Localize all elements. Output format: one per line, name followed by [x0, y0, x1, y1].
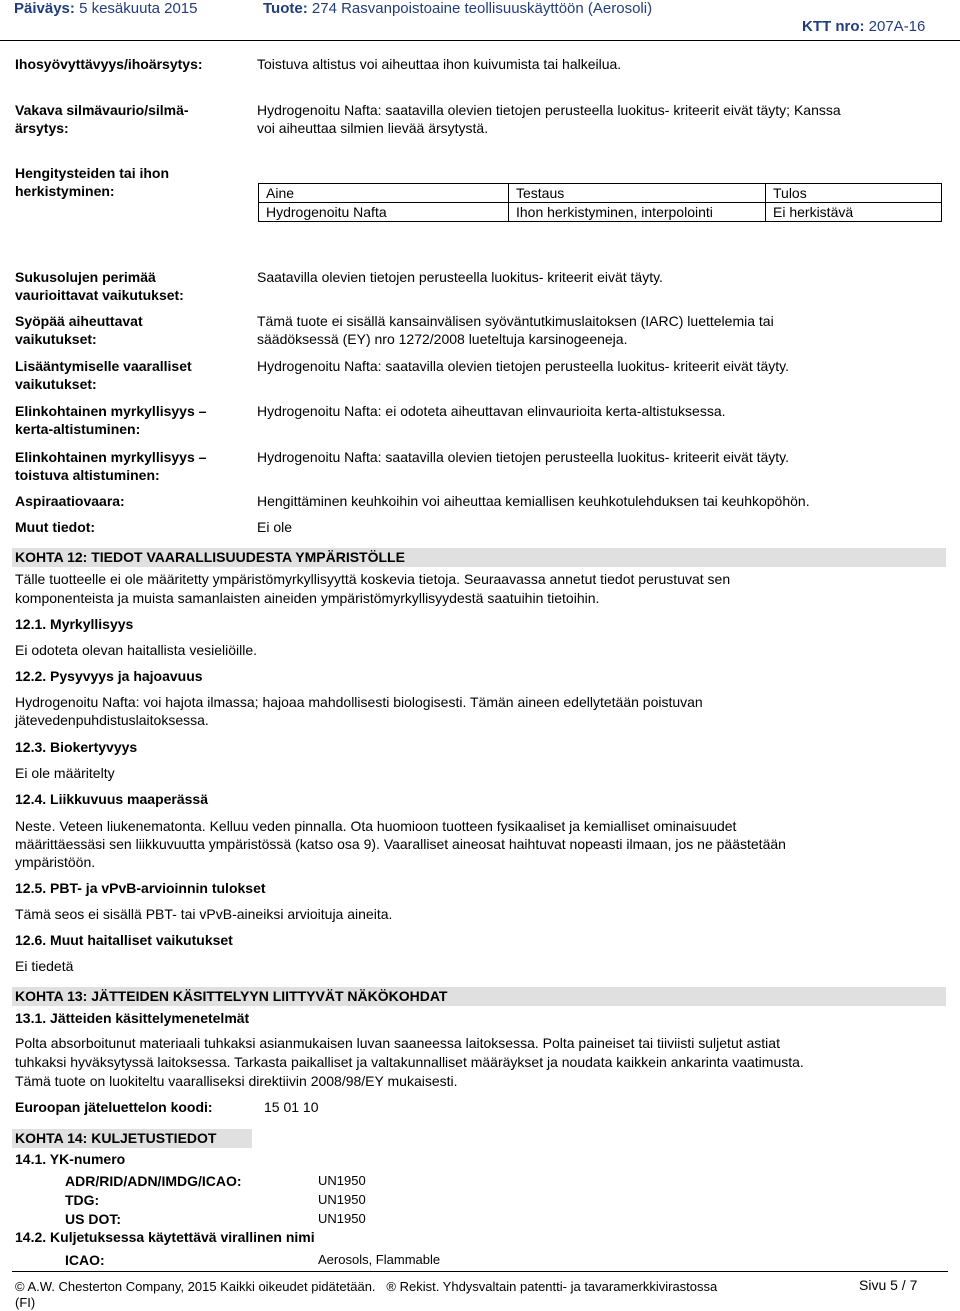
tdg-value: UN1950 — [318, 1192, 366, 1207]
carcinogenicity-label-2: vaikutukset: — [15, 331, 97, 347]
germ-cell-label-2: vaurioittavat vaikutukset: — [15, 287, 184, 303]
other-info-value: Ei ole — [257, 519, 293, 535]
skin-irritation-value: Toistuva altistus voi aiheuttaa ihon kuivumista tai halkeilua. — [257, 56, 622, 72]
eye-damage-label-1: Vakava silmävaurio/silmä- — [15, 102, 189, 118]
section-14-title: KOHTA 14: KULJETUSTIEDOT — [12, 1129, 252, 1148]
mobility-text-3: ympäristöön. — [15, 854, 96, 870]
ewc-label: Euroopan jäteluettelon koodi: — [15, 1099, 213, 1115]
date-label: Päiväys: — [14, 0, 75, 17]
sensitization-label-1: Hengitysteiden tai ihon — [15, 165, 170, 181]
copyright-text: © A.W. Chesterton Company, 2015 Kaikki oikeudet pidätetään. ® Rekist. Yhdysvaltain patentti- ja tavaramerkkivirastossa — [15, 1279, 718, 1294]
other-effects-heading: 12.6. Muut haitalliset vaikutukset — [15, 932, 233, 948]
mobility-text-1: Neste. Veteen liukenematonta. Kelluu veden pinnalla. Ota huomioon tuotteen fysikaaliset ja kemialliset ominaisuudet — [15, 818, 737, 834]
ktt-field — [802, 18, 925, 35]
usdot-value: UN1950 — [318, 1211, 366, 1226]
persistence-text-2: jätevedenpuhdistuslaitoksessa. — [15, 712, 209, 728]
tdg-label: TDG: — [65, 1192, 100, 1208]
pbt-heading: 12.5. PBT- ja vPvB-arvioinnin tulokset — [15, 880, 266, 896]
adr-label: ADR/RID/ADN/IMDG/ICAO: — [65, 1173, 242, 1189]
germ-cell-value: Saatavilla olevien tietojen perusteella luokitus- kriteerit eivät täyty. — [257, 269, 663, 285]
aspiration-label: Aspiraatiovaara: — [15, 493, 125, 509]
adr-value: UN1950 — [318, 1173, 366, 1188]
toxicity-text: Ei odoteta olevan haitallista vesieliöille. — [15, 642, 258, 658]
page-number: Sivu 5 / 7 — [859, 1277, 918, 1293]
table-cell: Ihon herkistyminen, interpolointi — [509, 203, 766, 222]
section-13-title: KOHTA 13: JÄTTEIDEN KÄSITTELYYN LIITTYVÄT NÄKÖKOHDAT — [12, 987, 946, 1006]
eye-damage-label-2: ärsytys: — [15, 120, 69, 136]
carcinogenicity-value-2: säädöksessä (EY) nro 1272/2008 lueteltuja karsinogeeneja. — [257, 331, 628, 347]
date-field — [14, 0, 198, 17]
table-row — [259, 203, 942, 222]
waste-methods-text-1: Polta absorboitunut materiaali tuhkaksi asianmukaisen luvan saaneessa laitoksessa. Polta paineiset tai tiiviisti suljetut astiat — [15, 1035, 780, 1051]
carcinogenicity-value-1: Tämä tuote ei sisällä kansainvälisen syöväntutkimuslaitoksen (IARC) luettelemia tai — [257, 313, 774, 329]
icao-value: Aerosols, Flammable — [318, 1252, 441, 1267]
product-field — [263, 0, 652, 17]
toxicity-heading: 12.1. Myrkyllisyys — [15, 616, 134, 632]
stot-single-label-2: kerta-altistuminen: — [15, 421, 141, 437]
stot-single-value: Hydrogenoitu Nafta: ei odoteta aiheuttavan elinvaurioita kerta-altistuksessa. — [257, 403, 726, 419]
stot-repeated-label-2: toistuva altistuminen: — [15, 467, 160, 483]
waste-methods-text-3: Tämä tuote on luokiteltu vaaralliseksi direktiivin 2008/98/EY mukaisesti. — [15, 1073, 458, 1089]
section-12-intro-1: Tälle tuotteelle ei ole määritetty ympäristömyrkyllisyyttä koskevia tietoja. Seuraavassa annetut tiedot perustuvat sen — [15, 571, 731, 587]
usdot-label: US DOT: — [65, 1211, 121, 1227]
reproductive-label-1: Lisääntymiselle vaaralliset — [15, 358, 192, 374]
icao-label: ICAO: — [65, 1252, 105, 1268]
persistence-text-1: Hydrogenoitu Nafta: voi hajota ilmassa; hajoaa mahdollisesti biologisesti. Tämän aineen edellytetään poistuvan — [15, 694, 703, 710]
mobility-text-2: määrittäessäsi sen liikkuvuutta ympäristössä (katso osa 9). Vaaralliset aineosat haihtuvat nopeasti ilmaan, jos ne päästetään — [15, 836, 786, 852]
header-divider — [0, 40, 960, 41]
stot-repeated-value: Hydrogenoitu Nafta: saatavilla olevien tietojen perusteella luokitus- kriteerit eivät täyty. — [257, 449, 790, 465]
sensitization-table — [258, 183, 942, 222]
germ-cell-label-1: Sukusolujen perimää — [15, 269, 156, 285]
eye-damage-value-1: Hydrogenoitu Nafta: saatavilla olevien tietojen perusteella luokitus- kriteerit eivät täyty; Kanssa — [257, 102, 841, 118]
table-cell: Hydrogenoitu Nafta — [259, 203, 509, 222]
table-header-cell: Testaus — [509, 184, 766, 203]
language-code: (FI) — [15, 1295, 36, 1310]
waste-methods-heading: 13.1. Jätteiden käsittelymenetelmät — [15, 1010, 250, 1026]
section-12-intro-2: komponenteista ja muista samanlaisten aineiden ympäristömyrkyllisyydestä saatuihin tietoihin. — [15, 590, 600, 606]
table-cell: Ei herkistävä — [766, 203, 942, 222]
skin-irritation-label: Ihosyövyttävyys/ihoärsytys: — [15, 56, 203, 72]
waste-methods-text-2: tuhkaksi hyväksytyssä laitoksessa. Tarkasta paikalliset ja valtakunnalliset määräykset ja noudata kaikkein ankarinta vaatimusta. — [15, 1054, 804, 1070]
table-header-cell: Aine — [259, 184, 509, 203]
persistence-heading: 12.2. Pysyvyys ja hajoavuus — [15, 668, 203, 684]
table-header-cell: Tulos — [766, 184, 942, 203]
section-12-title: KOHTA 12: TIEDOT VAARALLISUUDESTA YMPÄRISTÖLLE — [12, 548, 946, 567]
reproductive-label-2: vaikutukset: — [15, 376, 97, 392]
other-info-label: Muut tiedot: — [15, 519, 96, 535]
bioaccumulation-heading: 12.3. Biokertyvyys — [15, 739, 138, 755]
ktt-label: KTT nro: — [802, 18, 865, 35]
mobility-heading: 12.4. Liikkuvuus maaperässä — [15, 791, 208, 807]
product-label: Tuote: — [263, 0, 308, 17]
eye-damage-value-2: voi aiheuttaa silmien lievää ärsytystä. — [257, 120, 489, 136]
footer-divider — [12, 1271, 948, 1272]
other-effects-text: Ei tiedetä — [15, 958, 74, 974]
product-value: 274 Rasvanpoistoaine teollisuuskäyttöön (Aerosoli) — [311, 0, 653, 17]
aspiration-value: Hengittäminen keuhkoihin voi aiheuttaa kemiallisen keuhkotulehduksen tai keuhkopöhön. — [257, 493, 810, 509]
date-value: 5 kesäkuuta 2015 — [79, 0, 198, 17]
carcinogenicity-label-1: Syöpää aiheuttavat — [15, 313, 143, 329]
sensitization-label-2: herkistyminen: — [15, 183, 115, 199]
un-number-heading: 14.1. YK-numero — [15, 1151, 126, 1167]
shipping-name-heading: 14.2. Kuljetuksessa käytettävä virallinen nimi — [15, 1229, 315, 1245]
pbt-text: Tämä seos ei sisällä PBT- tai vPvB-aineiksi arvioituja aineita. — [15, 906, 393, 922]
ewc-value: 15 01 10 — [264, 1099, 319, 1115]
bioaccumulation-text: Ei ole määritelty — [15, 765, 115, 781]
ktt-value: 207A-16 — [868, 18, 926, 35]
table-header-row — [259, 184, 942, 203]
reproductive-value: Hydrogenoitu Nafta: saatavilla olevien tietojen perusteella luokitus- kriteerit eivät täyty. — [257, 358, 790, 374]
stot-single-label-1: Elinkohtainen myrkyllisyys – — [15, 403, 207, 419]
stot-repeated-label-1: Elinkohtainen myrkyllisyys – — [15, 449, 207, 465]
